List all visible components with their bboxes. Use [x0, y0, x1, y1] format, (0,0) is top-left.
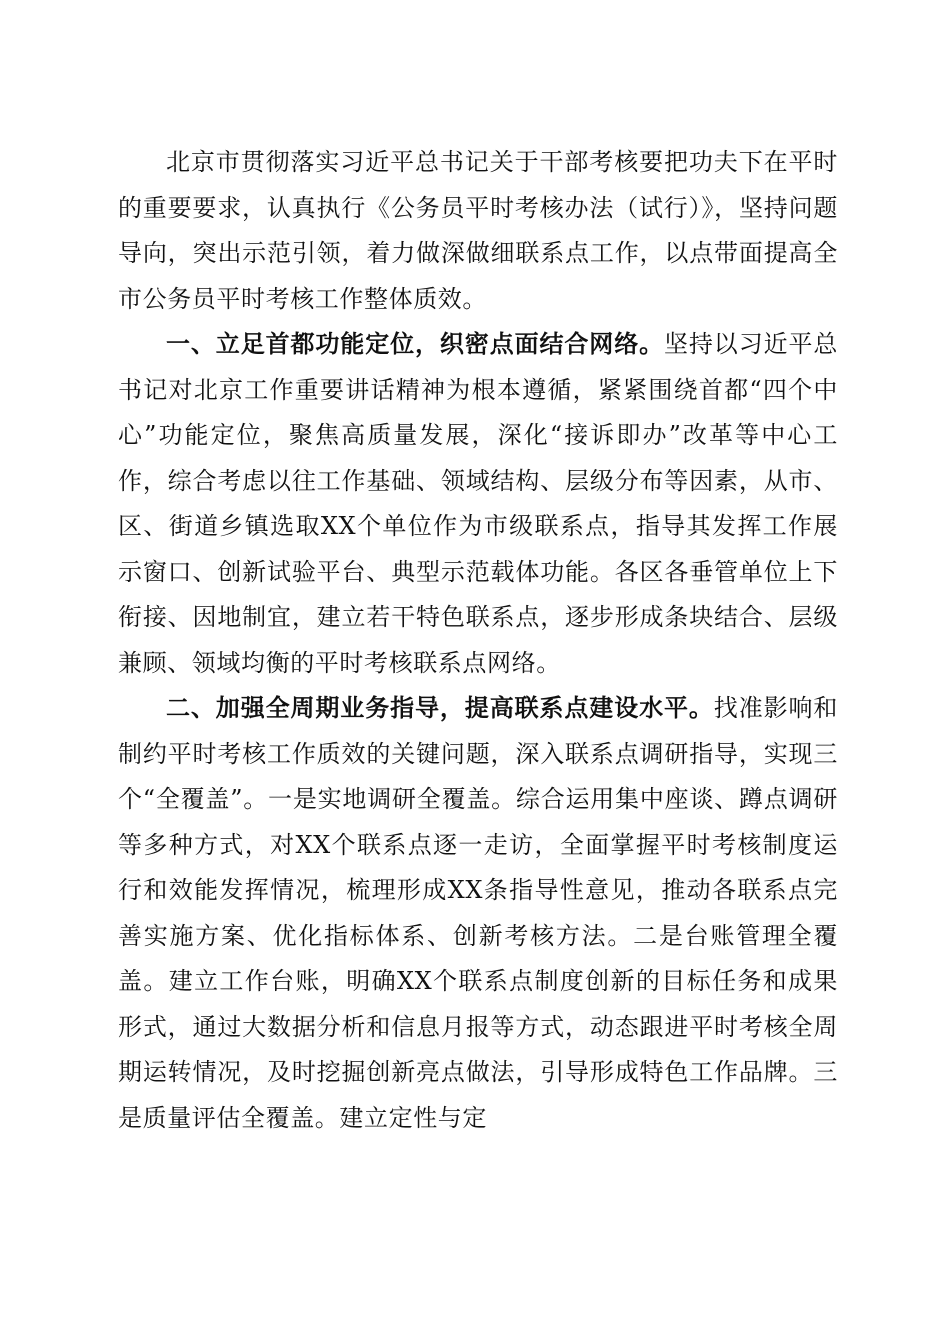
- intro-paragraph-text: 北京市贯彻落实习近平总书记关于干部考核要把功夫下在平时的重要要求，认真执行《公务员平时考核办法（试行）》，坚持问题导向，突出示范引领，着力做深做细联系点工作，以点带面提高全市公务员平时考核工作整体质效。: [118, 148, 838, 313]
- section-one-text: 坚持以习近平总书记对北京工作重要讲话精神为根本遵循，紧紧围绕首都“四个中心”功能定位，聚焦高质量发展，深化“接诉即办”改革等中心工作，综合考虑以往工作基础、领域结构、层级分布等因素，从市、区、街道乡镇选取XX个单位作为市级联系点，指导其发挥工作展示窗口、创新试验平台、典型示范载体功能。各区各垂管单位上下衔接、因地制宜，建立若干特色联系点，逐步形成条块结合、层级兼顾、领域均衡的平时考核联系点网络。: [118, 330, 838, 677]
- section-one-heading: 一、立足首都功能定位，织密点面结合网络。: [166, 330, 664, 358]
- section-one-paragraph: [118, 322, 838, 686]
- intro-paragraph: [118, 140, 838, 322]
- section-two-text: 找准影响和制约平时考核工作质效的关键问题，深入联系点调研指导，实现三个“全覆盖”。一是实地调研全覆盖。综合运用集中座谈、蹲点调研等多种方式，对XX个联系点逐一走访，全面掌握平时考核制度运行和效能发挥情况，梳理形成XX条指导性意见，推动各联系点完善实施方案、优化指标体系、创新考核方法。二是台账管理全覆盖。建立工作台账，明确XX个联系点制度创新的目标任务和成果形式，通过大数据分析和信息月报等方式，动态跟进平时考核全周期运转情况，及时挖掘创新亮点做法，引导形成特色工作品牌。三是质量评估全覆盖。建立定性与定: [118, 694, 838, 1132]
- document-body: [118, 140, 838, 1141]
- section-two-heading: 二、加强全周期业务指导，提高联系点建设水平。: [166, 694, 714, 722]
- section-two-paragraph: [118, 686, 838, 1141]
